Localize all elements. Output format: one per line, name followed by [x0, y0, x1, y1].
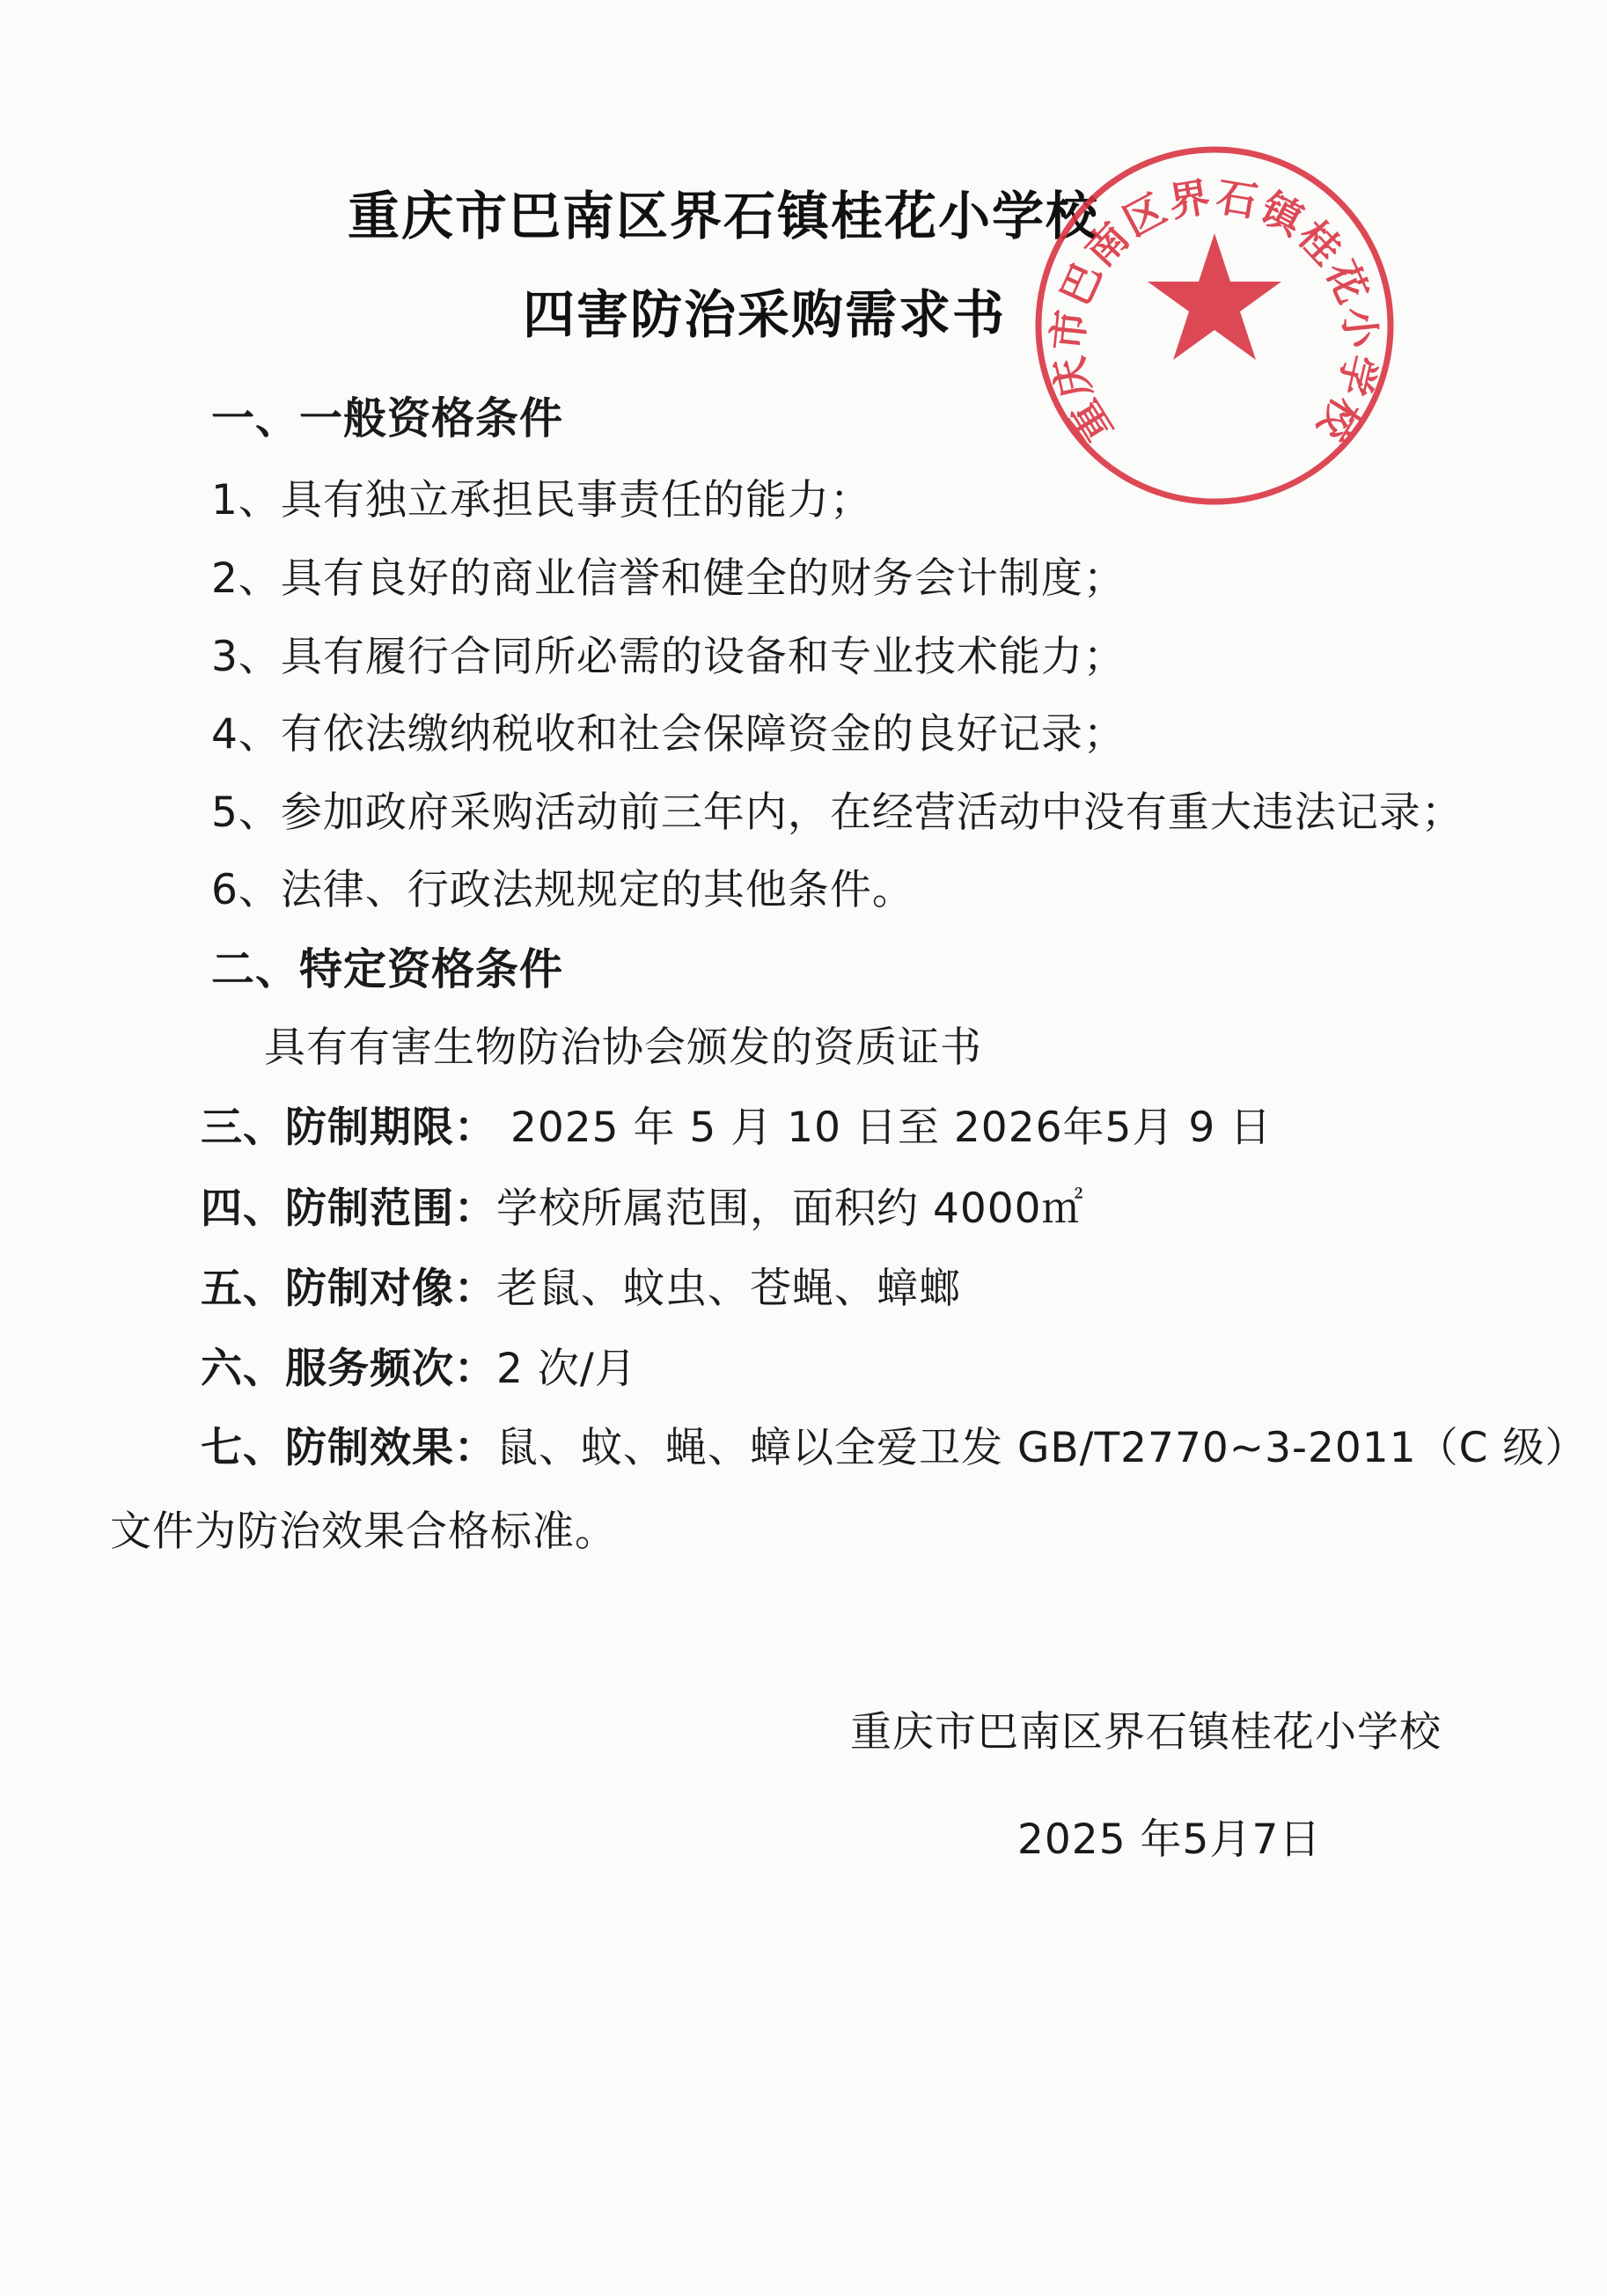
section-6-value: 2 次/月 — [496, 1345, 637, 1393]
section-7 — [201, 1424, 1588, 1472]
section-6 — [201, 1345, 637, 1393]
document-title: 重庆市巴南区界石镇桂花小学校 — [348, 186, 1100, 246]
list-item: 4、有依法缴纳税收和社会保障资金的良好记录； — [211, 710, 1126, 759]
section-4-value: 学校所属范围，面积约 4000㎡ — [496, 1185, 1084, 1233]
section-3-value: 2025 年 5 月 10 日至 2026年5月 9 日 — [496, 1104, 1273, 1152]
section-7-continuation: 文件为防治效果合格标准。 — [110, 1507, 617, 1556]
section-2-heading: 二、特定资格条件 — [211, 944, 564, 994]
list-item: 1、具有独立承担民事责任的能力； — [211, 476, 872, 524]
signature-organization: 重庆市巴南区界石镇桂花小学校 — [850, 1708, 1442, 1757]
document-subtitle: 四害防治采购需求书 — [523, 284, 1007, 345]
list-item: 2、具有良好的商业信誉和健全的财务会计制度； — [211, 554, 1126, 603]
section-4-label: 四、防制范围： — [201, 1185, 496, 1233]
section-6-label: 六、服务频次： — [201, 1345, 496, 1393]
section-7-value: 鼠、蚊、蝇、蟑以全爱卫发 GB/T2770~3-2011（C 级） — [496, 1424, 1588, 1472]
seal-text: 重庆市巴南区界石镇桂花小学校 — [1043, 172, 1386, 451]
list-item: 3、具有履行合同所必需的设备和专业技术能力； — [211, 633, 1126, 681]
section-5-label: 五、防制对像： — [201, 1265, 496, 1313]
section-2-text: 具有有害生物防治协会颁发的资质证书 — [264, 1023, 982, 1072]
section-1-heading: 一、一般资格条件 — [211, 393, 564, 444]
section-3 — [201, 1104, 1273, 1152]
official-seal — [1021, 132, 1408, 519]
section-7-label: 七、防制效果： — [201, 1424, 496, 1472]
section-5 — [201, 1265, 961, 1313]
list-item: 6、法律、行政法规规定的其他条件。 — [211, 866, 914, 914]
list-item: 5、参加政府采购活动前三年内，在经营活动中没有重大违法记录； — [211, 789, 1464, 837]
seal-star-icon — [1148, 233, 1281, 360]
section-5-value: 老鼠、蚊虫、苍蝇、蟑螂 — [496, 1265, 961, 1313]
section-4 — [201, 1185, 1084, 1233]
signature-date: 2025 年5月7日 — [1017, 1816, 1322, 1864]
section-3-label: 三、防制期限： — [201, 1104, 496, 1152]
